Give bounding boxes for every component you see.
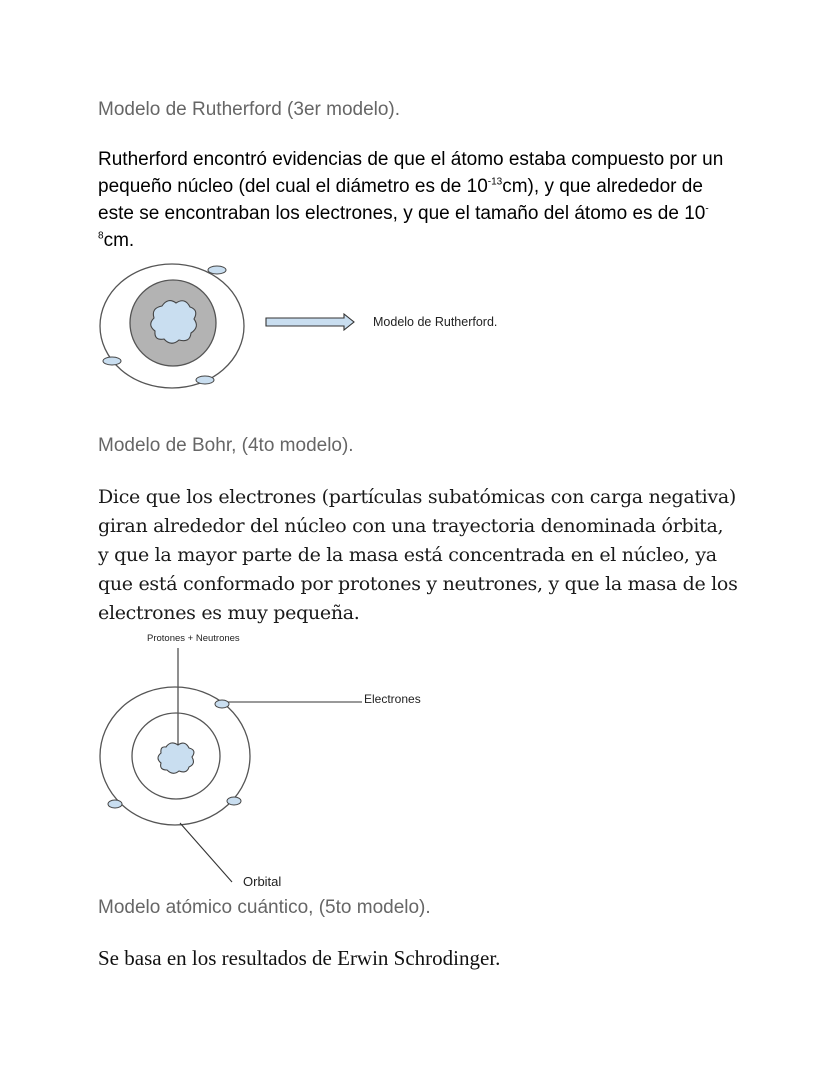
bohr-heading: Modelo de Bohr, (4to modelo). [98, 435, 354, 456]
bohr-paragraph: Dice que los electrones (partículas subatómicas con carga negativa) giran alrededor del núcleo con una trayectoria denominada órbita, y que la mayor parte de la masa está concentrada en el núcleo, ya que está conformado por protones y neutrones, y que la masa de los electrones es muy pequeña. [98, 486, 738, 624]
bohr-nucleus-label: Protones + Neutrones [147, 633, 240, 644]
rutherford-diagram [90, 258, 530, 394]
rutherford-heading: Modelo de Rutherford (3er modelo). [98, 99, 401, 120]
rutherford-exponent-1: -13 [487, 176, 503, 188]
bohr-orbital-pointer [180, 823, 232, 882]
electron-icon [208, 266, 226, 274]
quantum-paragraph: Se basa en los resultados de Erwin Schrodinger. [98, 946, 501, 970]
rutherford-paragraph [98, 146, 738, 254]
bohr-orbital-label: Orbital [243, 874, 282, 889]
bohr-electrons-label: Electrones [364, 692, 421, 706]
rutherford-diagram-label: Modelo de Rutherford. [373, 315, 498, 329]
bohr-diagram [90, 626, 440, 892]
rutherford-text-part2: cm), y que alrededor de este se encontraban los electrones, y que el tamaño del átomo es de 10 [98, 176, 706, 224]
rutherford-text-part3: cm. [103, 230, 135, 251]
arrow-right-icon [266, 314, 354, 330]
electron-icon [227, 797, 241, 805]
electron-icon [103, 357, 121, 365]
rutherford-exponent-2: -8 [98, 203, 709, 242]
electron-icon [196, 376, 214, 384]
quantum-heading: Modelo atómico cuántico, (5to modelo). [98, 897, 431, 918]
electron-icon [108, 800, 122, 808]
rutherford-nucleus-icon [151, 301, 197, 344]
electron-icon [215, 700, 229, 708]
bohr-nucleus-icon [158, 743, 194, 773]
rutherford-text-part1: Rutherford encontró evidencias de que el átomo estaba compuesto por un pequeño núcleo (del cual el diámetro es de 10 [98, 149, 724, 197]
